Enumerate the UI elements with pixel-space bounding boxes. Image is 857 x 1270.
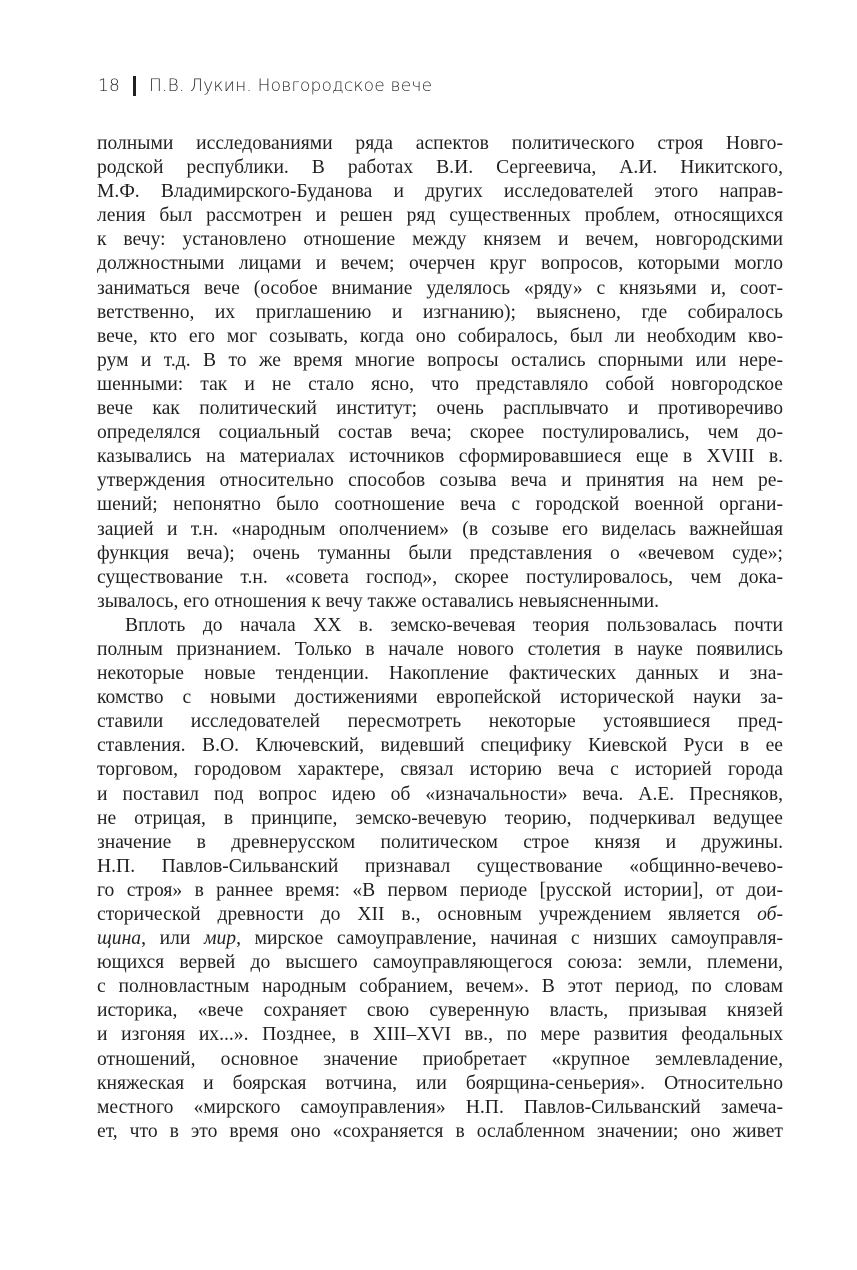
- running-head: [98, 74, 432, 98]
- text-line: местного «мирского самоуправления» Н.П. Павлов-Сильванский замеча-: [97, 1096, 783, 1118]
- text-line: ветственно, их приглашению и изгнанию); выяснено, где собиралось: [97, 301, 783, 323]
- text-line: историка, «вече сохраняет свою суверенную власть, призывая князей: [97, 1000, 783, 1022]
- text-line: ставления. В.О. Ключевский, видевший специфику Киевской Руси в ее: [97, 735, 783, 757]
- text-line: полными исследованиями ряда аспектов политического строя Новго-: [97, 133, 783, 154]
- text-line: казывались на материалах источников сформировавшиеся еще в XVIII в.: [97, 446, 783, 468]
- text-line: утверждения относительно способов созыва веча и принятия на нем ре-: [97, 470, 783, 492]
- text-line: полным признанием. Только в начале нового столетия в науке появились: [97, 638, 783, 660]
- text-line: отношений, основное значение приобретает «крупное землевладение,: [97, 1048, 783, 1070]
- text-line: торговом, городовом характере, связал историю веча с историей города: [97, 759, 783, 781]
- text-line: определялся социальный состав веча; скорее постулировались, чем до-: [97, 422, 783, 444]
- text-line: вече, кто его мог созывать, когда оно собиралось, был ли необходим кво-: [97, 325, 783, 347]
- text-line: родской республики. В работах В.И. Сергеевича, А.И. Никитского,: [97, 157, 783, 179]
- text-line: шенными: так и не стало ясно, что представляло собой новгородское: [97, 373, 783, 395]
- text-line: го строя» в раннее время: «В первом периоде [русской истории], от дои-: [97, 879, 783, 901]
- italic-fragment: мир: [203, 928, 237, 950]
- text-fragment: , мирское самоуправление, начиная с низших самоуправля-: [236, 928, 783, 950]
- text-line: М.Ф. Владимирского-Буданова и других исследователей этого направ-: [97, 181, 783, 203]
- text-line-mixed: [97, 927, 783, 951]
- text-line: значение в древнерусском политическом строе князя и дружины.: [97, 831, 783, 853]
- text-fragment: сторической древности до XII в., основным учреждением является: [97, 904, 758, 925]
- running-title: П.В. Лукин. Новгородское вече: [149, 76, 433, 96]
- text-line: Н.П. Павлов-Сильванский признавал существование «общинно-вечево-: [97, 855, 783, 877]
- text-line: зывалось, его отношения к вечу также оставались невыясненными.: [97, 590, 659, 612]
- italic-fragment: об-: [757, 904, 783, 925]
- text-line: должностными лицами и вечем; очерчен круг вопросов, которыми могло: [97, 253, 783, 275]
- text-line: с полновластным народным собранием, вечем». В этот период, по словам: [97, 976, 783, 998]
- text-line: некоторые новые тенденции. Накопление фактических данных и зна-: [97, 663, 783, 685]
- text-fragment: , или: [141, 928, 204, 950]
- header-divider: [133, 76, 136, 96]
- text-line: ставили исследователей пересмотреть некоторые устоявшиеся пред-: [97, 711, 783, 733]
- text-line: функция веча); очень туманны были представления о «вечевом суде»;: [97, 542, 783, 564]
- text-line: заниматься вече (особое внимание уделялось «ряду» с князьями и, соот-: [97, 277, 783, 299]
- text-line: не отрицая, в принципе, земско-вечевую теорию, подчеркивал ведущее: [97, 807, 783, 829]
- text-line: и поставил под вопрос идею об «изначальности» веча. А.Е. Пресняков,: [97, 783, 783, 805]
- text-line: шений; непонятно было соотношение веча с городской военной органи-: [97, 494, 783, 516]
- page-number: 18: [98, 76, 121, 96]
- text-line: комство с новыми достижениями европейской исторической науки за-: [97, 687, 783, 709]
- text-line: княжеская и боярская вотчина, или боярщина-сеньерия». Относительно: [97, 1072, 783, 1094]
- text-line: вече как политический институт; очень расплывчато и противоречиво: [97, 398, 783, 420]
- text-line: существование т.н. «совета господ», скорее постулировалось, чем дока-: [97, 566, 783, 588]
- italic-fragment: щина: [97, 928, 142, 950]
- text-line: к вечу: установлено отношение между князем и вечем, новгородскими: [97, 229, 783, 251]
- text-line: рум и т.д. В то же время многие вопросы остались спорными или нере-: [97, 349, 783, 371]
- text-line: и изгоняя их...». Позднее, в XIII–XVI вв., по мере развития феодальных: [97, 1024, 783, 1046]
- paragraph-1: [97, 132, 783, 614]
- paragraph-2: [97, 614, 783, 1144]
- text-line: зацией и т.н. «народным ополчением» (в созыве его виделась важнейшая: [97, 518, 783, 540]
- text-line: Вплоть до начала XX в. земско-вечевая теория пользовалась почти: [125, 614, 783, 636]
- text-line-mixed: [97, 903, 783, 927]
- body-text: [97, 132, 783, 1144]
- text-line: ления был рассмотрен и решен ряд существенных проблем, относящихся: [97, 205, 783, 227]
- text-line: ет, что в это время оно «сохраняется в ослабленном значении; оно живет: [97, 1120, 783, 1142]
- text-line: ющихся вервей до высшего самоуправляющегося союза: земли, племени,: [97, 952, 783, 974]
